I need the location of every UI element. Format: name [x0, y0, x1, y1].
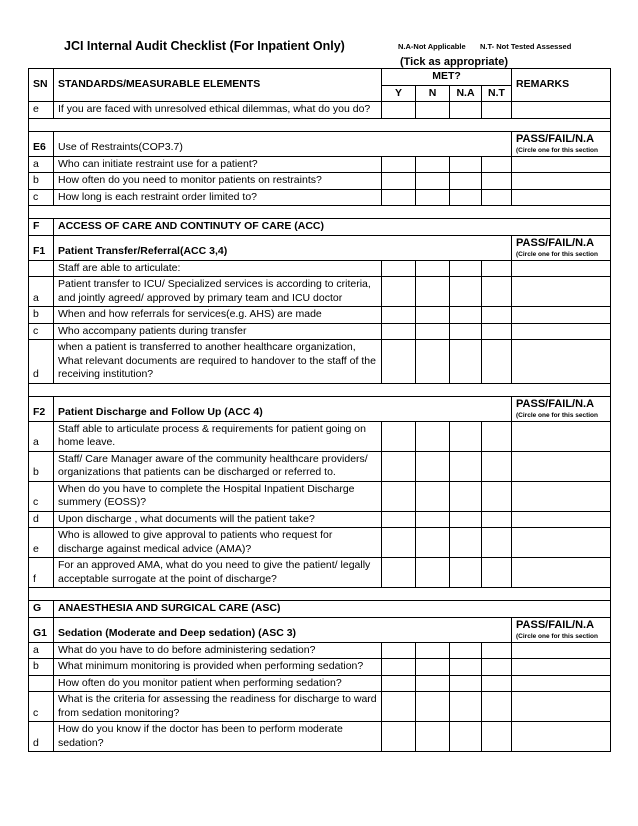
item-text: Who can initiate restraint use for a patient? — [54, 156, 382, 173]
remarks-cell[interactable] — [512, 102, 611, 119]
checklist-item-row — [29, 173, 611, 190]
tick-cell-y[interactable] — [382, 675, 416, 692]
col-header-remarks: REMARKS — [512, 69, 611, 102]
tick-cell-nt[interactable] — [482, 156, 512, 173]
pass-fail-label: PASS/FAIL/N.A — [516, 236, 595, 249]
item-text: For an approved AMA, what do you need to give the patient/ legally acceptable surrogate at the point of discharge? — [54, 558, 382, 588]
item-text: What is the criteria for assessing the readiness for discharge to ward from sedation monitoring? — [54, 692, 382, 722]
chapter-title: ACCESS OF CARE AND CONTINUTY OF CARE (ACC) — [54, 219, 611, 236]
section-sn: F1 — [29, 235, 54, 260]
remarks-cell[interactable] — [512, 421, 611, 451]
pass-fail-instruction: (Circle one for this section — [516, 411, 599, 419]
item-sn: d — [29, 511, 54, 528]
item-sn: f — [29, 558, 54, 588]
section-sn: G1 — [29, 617, 54, 642]
spacer-cell — [29, 383, 611, 396]
legend-not-tested: N.T- Not Tested Assessed — [480, 42, 572, 51]
spacer-cell — [29, 206, 611, 219]
checklist-item-row — [29, 481, 611, 511]
tick-cell-n[interactable] — [416, 277, 450, 307]
col-header-n: N — [416, 85, 450, 102]
tick-cell-y[interactable] — [382, 642, 416, 659]
remarks-cell[interactable] — [512, 642, 611, 659]
remarks-cell[interactable] — [512, 675, 611, 692]
tick-cell-na[interactable] — [450, 481, 482, 511]
item-sn: c — [29, 323, 54, 340]
item-sn: b — [29, 451, 54, 481]
spacer-row — [29, 588, 611, 601]
remarks-cell[interactable] — [512, 558, 611, 588]
tick-cell-na[interactable] — [450, 173, 482, 190]
checklist-item-row — [29, 323, 611, 340]
chapter-row — [29, 219, 611, 236]
remarks-cell[interactable] — [512, 481, 611, 511]
section-sn: F2 — [29, 396, 54, 421]
col-header-nt: N.T — [482, 85, 512, 102]
item-sn: c — [29, 481, 54, 511]
checklist-item-row — [29, 102, 611, 119]
tick-cell-nt[interactable] — [482, 451, 512, 481]
tick-cell-na[interactable] — [450, 451, 482, 481]
tick-cell-na[interactable] — [450, 642, 482, 659]
remarks-cell[interactable] — [512, 722, 611, 752]
checklist-item-row — [29, 528, 611, 558]
tick-cell-nt[interactable] — [482, 692, 512, 722]
spacer-cell — [29, 588, 611, 601]
checklist-item-row — [29, 511, 611, 528]
checklist-item-row — [29, 277, 611, 307]
tick-cell-n[interactable] — [416, 421, 450, 451]
spacer-cell — [29, 118, 611, 131]
item-text: How often do you need to monitor patients on restraints? — [54, 173, 382, 190]
tick-cell-na[interactable] — [450, 189, 482, 206]
spacer-row — [29, 118, 611, 131]
remarks-cell[interactable] — [512, 659, 611, 676]
remarks-cell[interactable] — [512, 277, 611, 307]
tick-cell-y[interactable] — [382, 189, 416, 206]
checklist-item-row — [29, 340, 611, 384]
document-title: JCI Internal Audit Checklist (For Inpatient Only) — [64, 39, 345, 53]
section-row — [29, 131, 611, 156]
tick-cell-n[interactable] — [416, 307, 450, 324]
col-header-met: MET? — [382, 69, 512, 86]
item-text: How do you know if the doctor has been to perform moderate sedation? — [54, 722, 382, 752]
remarks-cell[interactable] — [512, 528, 611, 558]
item-sn: a — [29, 421, 54, 451]
item-text: Patient transfer to ICU/ Specialized services is according to criteria, and jointly agreed/ approved by primary team and ICU doctor — [54, 277, 382, 307]
tick-cell-y[interactable] — [382, 558, 416, 588]
tick-cell-na[interactable] — [450, 528, 482, 558]
tick-cell-y[interactable] — [382, 323, 416, 340]
section-title: Sedation (Moderate and Deep sedation) (ASC 3) — [54, 617, 512, 642]
section-title: Patient Discharge and Follow Up (ACC 4) — [54, 396, 512, 421]
tick-cell-nt[interactable] — [482, 189, 512, 206]
item-text: How long is each restraint order limited to? — [54, 189, 382, 206]
tick-cell-na[interactable] — [450, 102, 482, 119]
tick-cell-na[interactable] — [450, 421, 482, 451]
checklist-item-row — [29, 642, 611, 659]
item-sn: b — [29, 659, 54, 676]
chapter-title: ANAESTHESIA AND SURGICAL CARE (ASC) — [54, 601, 611, 618]
tick-cell-nt[interactable] — [482, 173, 512, 190]
tick-cell-y[interactable] — [382, 102, 416, 119]
item-sn — [29, 260, 54, 277]
item-text: Who accompany patients during transfer — [54, 323, 382, 340]
pass-fail-cell[interactable] — [512, 131, 611, 156]
item-sn: e — [29, 102, 54, 119]
pass-fail-cell[interactable] — [512, 396, 611, 421]
checklist-item-row — [29, 260, 611, 277]
tick-cell-n[interactable] — [416, 451, 450, 481]
tick-cell-y[interactable] — [382, 659, 416, 676]
pass-fail-cell[interactable] — [512, 617, 611, 642]
item-text: If you are faced with unresolved ethical dilemmas, what do you do? — [54, 102, 382, 119]
tick-cell-nt[interactable] — [482, 340, 512, 384]
item-text: What minimum monitoring is provided when performing sedation? — [54, 659, 382, 676]
tick-cell-n[interactable] — [416, 173, 450, 190]
col-header-sn: SN — [29, 69, 54, 102]
tick-cell-y[interactable] — [382, 277, 416, 307]
checklist-item-row — [29, 558, 611, 588]
tick-cell-nt[interactable] — [482, 511, 512, 528]
item-sn: a — [29, 277, 54, 307]
item-text: Upon discharge , what documents will the patient take? — [54, 511, 382, 528]
item-sn: b — [29, 173, 54, 190]
tick-cell-n[interactable] — [416, 659, 450, 676]
item-text: when a patient is transferred to another healthcare organization, What relevant documents are required to handover to the staff of the receiving institution? — [54, 340, 382, 384]
checklist-item-row — [29, 722, 611, 752]
tick-cell-nt[interactable] — [482, 102, 512, 119]
checklist-item-row — [29, 156, 611, 173]
checklist-item-row — [29, 659, 611, 676]
tick-cell-na[interactable] — [450, 511, 482, 528]
remarks-cell[interactable] — [512, 323, 611, 340]
item-sn: d — [29, 340, 54, 384]
tick-cell-nt[interactable] — [482, 558, 512, 588]
remarks-cell[interactable] — [512, 189, 611, 206]
pass-fail-instruction: (Circle one for this section — [516, 146, 599, 154]
remarks-cell[interactable] — [512, 451, 611, 481]
tick-cell-n[interactable] — [416, 189, 450, 206]
checklist-item-row — [29, 189, 611, 206]
tick-cell-nt[interactable] — [482, 722, 512, 752]
tick-cell-n[interactable] — [416, 481, 450, 511]
tick-cell-y[interactable] — [382, 511, 416, 528]
tick-cell-na[interactable] — [450, 659, 482, 676]
pass-fail-instruction: (Circle one for this section — [516, 250, 599, 258]
remarks-cell[interactable] — [512, 173, 611, 190]
section-row — [29, 617, 611, 642]
col-header-na: N.A — [450, 85, 482, 102]
tick-cell-na[interactable] — [450, 323, 482, 340]
section-sn: E6 — [29, 131, 54, 156]
tick-instruction: (Tick as appropriate) — [400, 56, 508, 68]
remarks-cell[interactable] — [512, 511, 611, 528]
tick-cell-y[interactable] — [382, 692, 416, 722]
checklist-item-row — [29, 421, 611, 451]
tick-cell-n[interactable] — [416, 722, 450, 752]
section-row — [29, 235, 611, 260]
tick-cell-nt[interactable] — [482, 528, 512, 558]
tick-cell-nt[interactable] — [482, 659, 512, 676]
audit-checklist-table — [28, 68, 611, 752]
item-sn: e — [29, 528, 54, 558]
tick-cell-na[interactable] — [450, 156, 482, 173]
tick-cell-nt[interactable] — [482, 307, 512, 324]
checklist-item-row — [29, 692, 611, 722]
checklist-item-row — [29, 307, 611, 324]
tick-cell-y[interactable] — [382, 722, 416, 752]
pass-fail-label: PASS/FAIL/N.A — [516, 132, 595, 145]
tick-cell-nt[interactable] — [482, 481, 512, 511]
tick-cell-na[interactable] — [450, 558, 482, 588]
tick-cell-y[interactable] — [382, 173, 416, 190]
tick-cell-n[interactable] — [416, 692, 450, 722]
tick-cell-na[interactable] — [450, 340, 482, 384]
pass-fail-instruction: (Circle one for this section — [516, 632, 599, 640]
tick-cell-nt[interactable] — [482, 260, 512, 277]
chapter-row — [29, 601, 611, 618]
tick-cell-y[interactable] — [382, 340, 416, 384]
item-sn: a — [29, 156, 54, 173]
header-row-1 — [29, 69, 611, 86]
tick-cell-y[interactable] — [382, 156, 416, 173]
tick-cell-n[interactable] — [416, 340, 450, 384]
tick-cell-n[interactable] — [416, 156, 450, 173]
spacer-row — [29, 206, 611, 219]
tick-cell-na[interactable] — [450, 675, 482, 692]
col-header-standards: STANDARDS/MEASURABLE ELEMENTS — [54, 69, 382, 102]
tick-cell-na[interactable] — [450, 722, 482, 752]
tick-cell-n[interactable] — [416, 675, 450, 692]
item-sn: c — [29, 692, 54, 722]
tick-cell-y[interactable] — [382, 528, 416, 558]
remarks-cell[interactable] — [512, 156, 611, 173]
tick-cell-y[interactable] — [382, 451, 416, 481]
remarks-cell[interactable] — [512, 260, 611, 277]
item-sn — [29, 675, 54, 692]
tick-cell-y[interactable] — [382, 421, 416, 451]
page-header — [0, 0, 638, 70]
remarks-cell[interactable] — [512, 340, 611, 384]
tick-cell-nt[interactable] — [482, 675, 512, 692]
section-title: Patient Transfer/Referral(ACC 3,4) — [54, 235, 512, 260]
tick-cell-n[interactable] — [416, 511, 450, 528]
item-sn: d — [29, 722, 54, 752]
tick-cell-n[interactable] — [416, 102, 450, 119]
chapter-sn: F — [29, 219, 54, 236]
tick-cell-n[interactable] — [416, 260, 450, 277]
item-text: Who is allowed to give approval to patients who request for discharge against medical advice (AMA)? — [54, 528, 382, 558]
item-sn: a — [29, 642, 54, 659]
tick-cell-na[interactable] — [450, 307, 482, 324]
checklist-item-row — [29, 675, 611, 692]
item-text: When and how referrals for services(e.g. AHS) are made — [54, 307, 382, 324]
tick-cell-na[interactable] — [450, 692, 482, 722]
remarks-cell[interactable] — [512, 307, 611, 324]
checklist-item-row — [29, 451, 611, 481]
pass-fail-label: PASS/FAIL/N.A — [516, 397, 595, 410]
tick-cell-y[interactable] — [382, 307, 416, 324]
item-sn: c — [29, 189, 54, 206]
item-text: Staff are able to articulate: — [54, 260, 382, 277]
chapter-sn: G — [29, 601, 54, 618]
item-sn: b — [29, 307, 54, 324]
pass-fail-label: PASS/FAIL/N.A — [516, 618, 595, 631]
col-header-y: Y — [382, 85, 416, 102]
tick-cell-n[interactable] — [416, 528, 450, 558]
tick-cell-nt[interactable] — [482, 421, 512, 451]
tick-cell-y[interactable] — [382, 260, 416, 277]
item-text: What do you have to do before administering sedation? — [54, 642, 382, 659]
spacer-row — [29, 383, 611, 396]
legend-not-applicable: N.A-Not Applicable — [398, 42, 466, 51]
item-text: When do you have to complete the Hospital Inpatient Discharge summery (EOSS)? — [54, 481, 382, 511]
tick-cell-n[interactable] — [416, 323, 450, 340]
tick-cell-na[interactable] — [450, 260, 482, 277]
pass-fail-cell[interactable] — [512, 235, 611, 260]
item-text: Staff able to articulate process & requirements for patient going on home leave. — [54, 421, 382, 451]
tick-cell-y[interactable] — [382, 481, 416, 511]
remarks-cell[interactable] — [512, 692, 611, 722]
item-text: Staff/ Care Manager aware of the community healthcare providers/ organizations that patients can be discharged or referred to. — [54, 451, 382, 481]
tick-cell-nt[interactable] — [482, 277, 512, 307]
tick-cell-nt[interactable] — [482, 323, 512, 340]
tick-cell-n[interactable] — [416, 642, 450, 659]
tick-cell-nt[interactable] — [482, 642, 512, 659]
section-title: Use of Restraints(COP3.7) — [54, 131, 512, 156]
item-text: How often do you monitor patient when performing sedation? — [54, 675, 382, 692]
section-row — [29, 396, 611, 421]
tick-cell-n[interactable] — [416, 558, 450, 588]
tick-cell-na[interactable] — [450, 277, 482, 307]
